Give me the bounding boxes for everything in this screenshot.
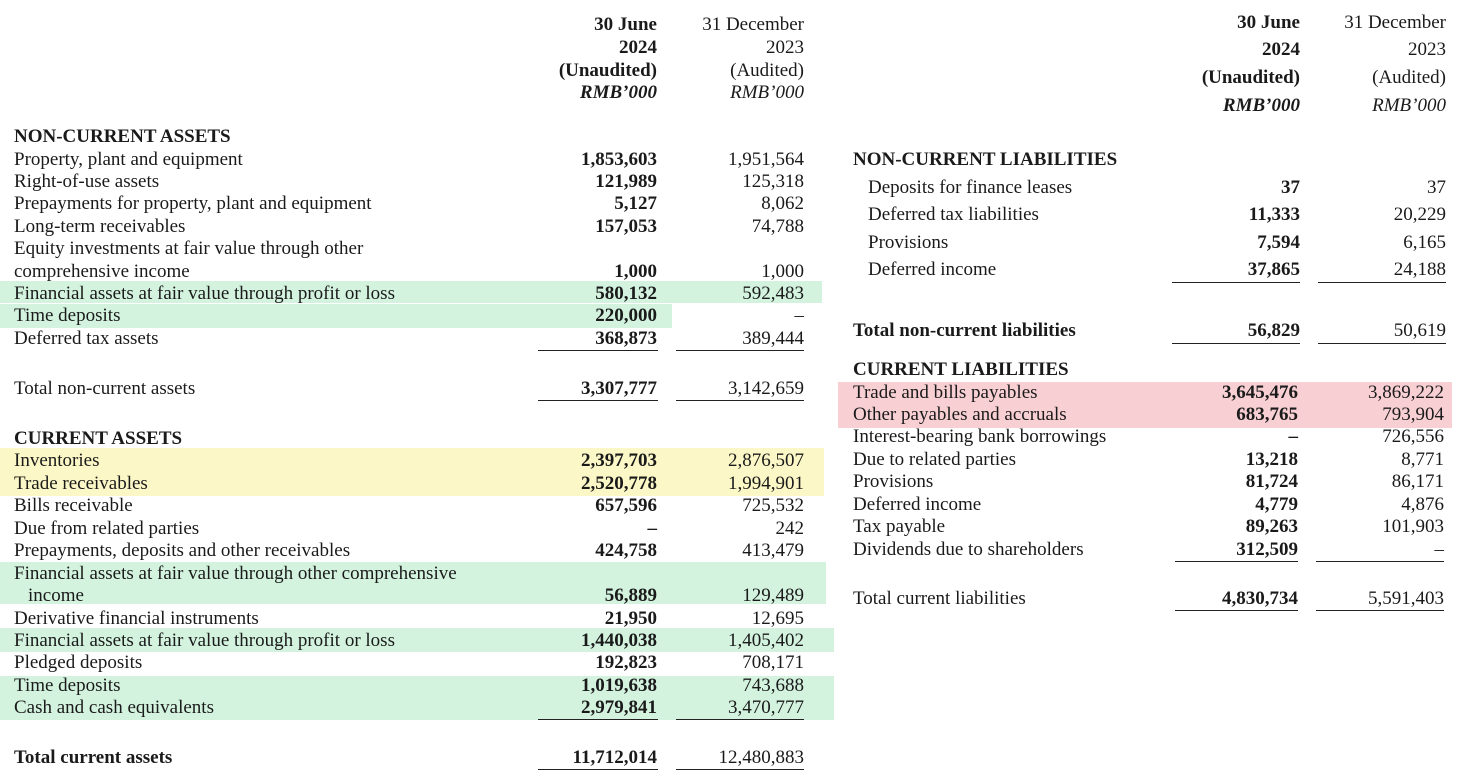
row-label: Cash and cash equivalents bbox=[14, 697, 214, 718]
header-audit-col1: (Unaudited) bbox=[558, 60, 657, 81]
row-value-2024: 56,889 bbox=[604, 585, 657, 606]
row-label: Pledged deposits bbox=[14, 652, 143, 673]
row-value-2024: – bbox=[647, 518, 657, 539]
row-label: Right-of-use assets bbox=[14, 171, 160, 192]
row-label: Trade receivables bbox=[14, 473, 148, 494]
row-value-2024: 1,000 bbox=[614, 261, 657, 282]
row-value-2023: 74,788 bbox=[751, 216, 804, 237]
row-value-2023: 1,951,564 bbox=[728, 149, 804, 170]
subtotal-rule bbox=[1318, 282, 1446, 283]
subtotal-rule bbox=[538, 719, 658, 720]
row-label: Other payables and accruals bbox=[853, 404, 1067, 425]
row-value-2023: 413,479 bbox=[742, 540, 804, 561]
row-value-2024: 13,218 bbox=[1245, 449, 1298, 470]
total-noncurrent-liabilities-2024: 56,829 bbox=[1247, 320, 1300, 341]
row-value-2023: – bbox=[794, 305, 804, 326]
section-title-current-liabilities: CURRENT LIABILITIES bbox=[853, 359, 1069, 380]
row-value-2024: 157,053 bbox=[595, 216, 657, 237]
row-value-2023: 101,903 bbox=[1382, 516, 1444, 537]
row-value-2024: 1,019,638 bbox=[581, 675, 657, 696]
total-current-liabilities-2023: 5,591,403 bbox=[1368, 588, 1444, 609]
subtotal-rule bbox=[1316, 561, 1444, 562]
total-rule bbox=[1316, 610, 1444, 611]
total-noncurrent-assets-2024: 3,307,777 bbox=[581, 378, 657, 399]
row-value-2024: 683,765 bbox=[1236, 404, 1298, 425]
row-label: Prepayments for property, plant and equipment bbox=[14, 193, 372, 214]
row-value-2024: 368,873 bbox=[595, 328, 657, 349]
row-value-2024: 312,509 bbox=[1236, 539, 1298, 560]
total-current-assets-label: Total current assets bbox=[14, 747, 173, 768]
header-date-col2: 31 December bbox=[1344, 12, 1446, 33]
row-value-2023: 726,556 bbox=[1382, 426, 1444, 447]
row-label: Tax payable bbox=[853, 516, 946, 537]
row-value-2024: 2,979,841 bbox=[581, 697, 657, 718]
header-unit-col1: RMB’000 bbox=[1222, 95, 1300, 116]
header-unit-col2: RMB’000 bbox=[730, 82, 804, 103]
row-label: Deferred tax liabilities bbox=[868, 204, 1039, 225]
header-audit-col1: (Unaudited) bbox=[1201, 67, 1300, 88]
row-value-2023: 125,318 bbox=[742, 171, 804, 192]
total-noncurrent-assets-2023: 3,142,659 bbox=[728, 378, 804, 399]
header-date-col2: 31 December bbox=[702, 14, 804, 35]
row-value-2024: 2,397,703 bbox=[581, 450, 657, 471]
row-value-2024: 121,989 bbox=[595, 171, 657, 192]
row-label: Due to related parties bbox=[853, 449, 1017, 470]
row-label: Equity investments at fair value through other bbox=[14, 238, 364, 259]
subtotal-rule bbox=[538, 350, 658, 351]
total-noncurrent-liabilities-label: Total non-current liabilities bbox=[853, 320, 1076, 341]
row-label: Financial assets at fair value through profit or loss bbox=[14, 283, 395, 304]
row-value-2023: 1,994,901 bbox=[728, 473, 804, 494]
row-value-2024: 21,950 bbox=[604, 608, 657, 629]
total-current-liabilities-2024: 4,830,734 bbox=[1222, 588, 1298, 609]
row-value-2024: 81,724 bbox=[1245, 471, 1298, 492]
row-label: Time deposits bbox=[14, 675, 121, 696]
total-rule bbox=[1172, 343, 1300, 344]
total-rule bbox=[538, 769, 658, 770]
row-label: Long-term receivables bbox=[14, 216, 186, 237]
row-value-2023: 4,876 bbox=[1401, 494, 1444, 515]
row-value-2024: 2,520,778 bbox=[581, 473, 657, 494]
row-label: Provisions bbox=[868, 232, 949, 253]
subtotal-rule bbox=[676, 719, 804, 720]
row-value-2024: 580,132 bbox=[595, 283, 657, 304]
row-label: income bbox=[28, 585, 84, 606]
row-value-2024: 192,823 bbox=[595, 652, 657, 673]
row-label: Trade and bills payables bbox=[853, 382, 1038, 403]
header-year-col1: 2024 bbox=[1262, 39, 1300, 60]
row-value-2024: 3,645,476 bbox=[1222, 382, 1298, 403]
row-value-2024: 11,333 bbox=[1248, 204, 1300, 225]
row-label: Bills receivable bbox=[14, 495, 133, 516]
row-label: Provisions bbox=[853, 471, 934, 492]
subtotal-rule bbox=[1175, 561, 1298, 562]
total-current-assets-2023: 12,480,883 bbox=[718, 747, 804, 768]
row-value-2023: 129,489 bbox=[742, 585, 804, 606]
row-value-2024: 1,440,038 bbox=[581, 630, 657, 651]
header-year-col2: 2023 bbox=[1408, 39, 1446, 60]
row-value-2024: 4,779 bbox=[1255, 494, 1298, 515]
row-label: Property, plant and equipment bbox=[14, 149, 243, 170]
row-value-2023: 37 bbox=[1427, 177, 1446, 198]
row-label: comprehensive income bbox=[14, 261, 190, 282]
row-value-2024: 37,865 bbox=[1247, 259, 1300, 280]
header-audit-col2: (Audited) bbox=[730, 60, 804, 81]
row-value-2024: – bbox=[1288, 426, 1298, 447]
row-value-2023: 389,444 bbox=[742, 328, 804, 349]
row-value-2023: 1,405,402 bbox=[728, 630, 804, 651]
total-rule bbox=[676, 769, 804, 770]
row-value-2023: 743,688 bbox=[742, 675, 804, 696]
row-value-2023: 24,188 bbox=[1393, 259, 1446, 280]
row-label: Dividends due to shareholders bbox=[853, 539, 1084, 560]
row-label: Due from related parties bbox=[14, 518, 200, 539]
row-value-2023: 1,000 bbox=[761, 261, 804, 282]
row-value-2023: 12,695 bbox=[751, 608, 804, 629]
total-rule bbox=[676, 400, 804, 401]
total-current-assets-2024: 11,712,014 bbox=[572, 747, 657, 768]
row-value-2023: 3,869,222 bbox=[1368, 382, 1444, 403]
section-title-noncurrent-liabilities: NON-CURRENT LIABILITIES bbox=[853, 149, 1118, 170]
row-value-2023: 793,904 bbox=[1382, 404, 1444, 425]
row-value-2023: 242 bbox=[775, 518, 804, 539]
section-title-current-assets: CURRENT ASSETS bbox=[14, 428, 183, 449]
total-current-liabilities-label: Total current liabilities bbox=[853, 588, 1026, 609]
row-label: Inventories bbox=[14, 450, 100, 471]
row-value-2024: 424,758 bbox=[595, 540, 657, 561]
row-label: Deferred income bbox=[853, 494, 982, 515]
row-value-2023: 725,532 bbox=[742, 495, 804, 516]
row-value-2024: 5,127 bbox=[614, 193, 657, 214]
row-label: Time deposits bbox=[14, 305, 121, 326]
row-label: Derivative financial instruments bbox=[14, 608, 259, 629]
row-label: Financial assets at fair value through profit or loss bbox=[14, 630, 395, 651]
row-label: Prepayments, deposits and other receivables bbox=[14, 540, 351, 561]
row-value-2024: 37 bbox=[1281, 177, 1300, 198]
row-value-2023: 3,470,777 bbox=[728, 697, 804, 718]
row-label: Deferred tax assets bbox=[14, 328, 159, 349]
header-unit-col1: RMB’000 bbox=[579, 82, 657, 103]
row-value-2024: 7,594 bbox=[1257, 232, 1300, 253]
row-value-2023: 2,876,507 bbox=[728, 450, 804, 471]
total-rule bbox=[1318, 343, 1446, 344]
row-label: Interest-bearing bank borrowings bbox=[853, 426, 1107, 447]
header-unit-col2: RMB’000 bbox=[1372, 95, 1446, 116]
row-value-2023: 8,062 bbox=[761, 193, 804, 214]
header-date-col1: 30 June bbox=[594, 14, 657, 35]
row-value-2024: 220,000 bbox=[595, 305, 657, 326]
total-noncurrent-liabilities-2023: 50,619 bbox=[1393, 320, 1446, 341]
header-year-col2: 2023 bbox=[766, 37, 804, 58]
row-value-2023: 20,229 bbox=[1393, 204, 1446, 225]
total-rule bbox=[538, 400, 658, 401]
row-value-2023: 592,483 bbox=[742, 283, 804, 304]
row-value-2023: – bbox=[1434, 539, 1444, 560]
section-title-noncurrent-assets: NON-CURRENT ASSETS bbox=[14, 126, 231, 147]
header-audit-col2: (Audited) bbox=[1372, 67, 1446, 88]
total-noncurrent-assets-label: Total non-current assets bbox=[14, 378, 196, 399]
row-value-2024: 1,853,603 bbox=[581, 149, 657, 170]
row-label: Deferred income bbox=[868, 259, 997, 280]
row-value-2023: 8,771 bbox=[1401, 449, 1444, 470]
subtotal-rule bbox=[1172, 282, 1300, 283]
row-label: Deposits for finance leases bbox=[868, 177, 1073, 198]
row-value-2024: 89,263 bbox=[1245, 516, 1298, 537]
header-year-col1: 2024 bbox=[619, 37, 657, 58]
row-value-2024: 657,596 bbox=[595, 495, 657, 516]
row-label: Financial assets at fair value through other comprehensive bbox=[14, 563, 457, 584]
row-value-2023: 708,171 bbox=[742, 652, 804, 673]
header-date-col1: 30 June bbox=[1237, 12, 1300, 33]
row-value-2023: 86,171 bbox=[1391, 471, 1444, 492]
subtotal-rule bbox=[676, 350, 804, 351]
row-value-2023: 6,165 bbox=[1403, 232, 1446, 253]
total-rule bbox=[1175, 610, 1298, 611]
